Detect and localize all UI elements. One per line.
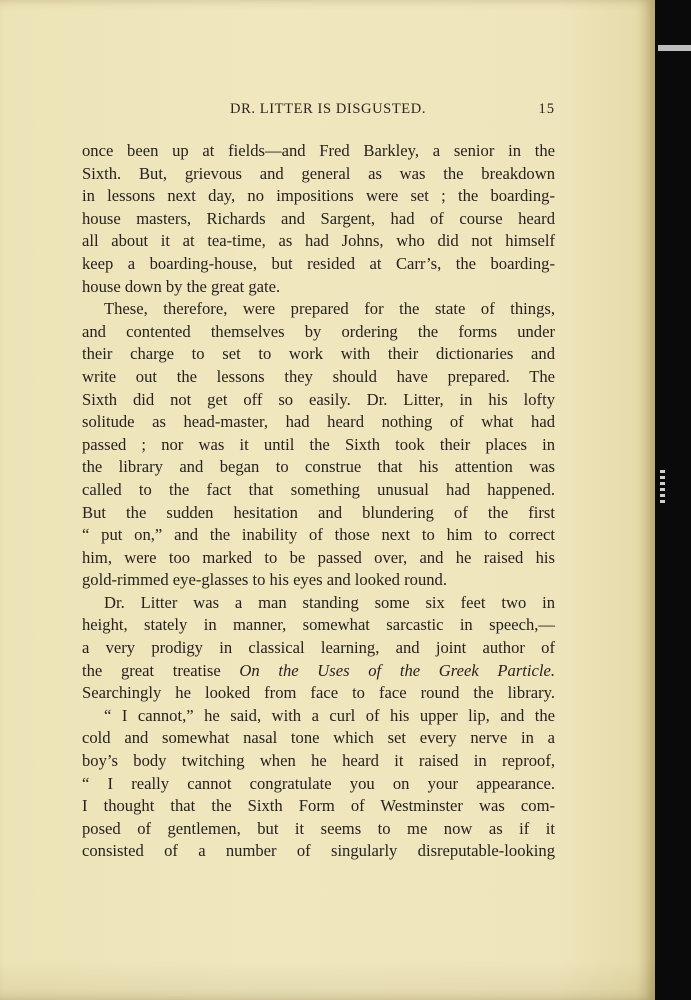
text-line: But the sudden hesitation and blundering of the first (82, 502, 555, 522)
treatise-title: On the Uses of the Greek Particle. (239, 660, 555, 680)
page-number: 15 (538, 101, 555, 117)
text-line: “ I cannot,” he said, with a curl of his upper lip, and the (104, 705, 555, 725)
text-line: called to the fact that something unusual had happened. (82, 479, 555, 499)
text-line: house masters, Richards and Sargent, had of course heard (82, 208, 555, 228)
text-line: I thought that the Sixth Form of Westminster was com- (82, 796, 555, 816)
scan-edge-mark (658, 45, 691, 51)
text-line: passed ; nor was it until the Sixth took their places in (82, 434, 555, 454)
text-line: a very prodigy in classical learning, and joint author of (82, 638, 555, 658)
text-line: Sixth did not get off so easily. Dr. Litter, in his lofty (82, 389, 555, 409)
text-line: “ put on,” and the inability of those next to him to correct (82, 525, 555, 545)
tick-mark (660, 476, 665, 479)
text-line: him, were too marked to be passed over, and he raised his (82, 547, 555, 567)
text-line: cold and somewhat nasal tone which set every nerve in a (82, 728, 555, 748)
text-line: their charge to set to work with their dictionaries and (82, 344, 555, 364)
text-line-with-title (82, 660, 555, 683)
text-line: and contented themselves by ordering the forms under (82, 321, 555, 341)
text-line: height, stately in manner, somewhat sarcastic in speech,— (82, 615, 555, 635)
text-line: the library and began to construe that his attention was (82, 457, 555, 477)
tick-mark (660, 494, 665, 497)
text-line: These, therefore, were prepared for the state of things, (104, 299, 555, 319)
text-line: consisted of a number of singularly disreputable-looking (82, 841, 555, 861)
text-line: Sixth. But, grievous and general as was the breakdown (82, 163, 555, 183)
text-line: keep a boarding-house, but resided at Carr’s, the boarding- (82, 253, 555, 273)
tick-mark (660, 500, 665, 503)
text-line: posed of gentlemen, but it seems to me now as if it (82, 818, 555, 838)
running-title: DR. LITTER IS DISGUSTED. (230, 101, 427, 117)
text-line: all about it at tea-time, as had Johns, who did not himself (82, 231, 555, 251)
text-fragment: the great treatise (82, 660, 240, 680)
text-line: “ I really cannot congratulate you on your appearance. (82, 773, 555, 793)
text-line: solitude as head-master, had heard nothing of what had (82, 412, 555, 432)
text-line: in lessons next day, no impositions were set ; the boarding- (82, 186, 555, 206)
tick-mark (660, 470, 665, 473)
tick-mark (660, 488, 665, 491)
text-line: once been up at fields—and Fred Barkley, a senior in the (82, 141, 555, 160)
running-header (230, 101, 555, 118)
text-line: gold-rimmed eye-glasses to his eyes and looked round. (82, 570, 447, 590)
text-line: Dr. Litter was a man standing some six feet two in (104, 592, 555, 612)
scan-edge-ticks (660, 470, 666, 510)
text-line: write out the lessons they should have prepared. The (82, 366, 555, 386)
text-line: house down by the great gate. (82, 276, 281, 296)
text-line: boy’s body twitching when he heard it raised in reproof, (82, 751, 555, 771)
tick-mark (660, 482, 665, 485)
body-text (82, 140, 555, 863)
text-line: Searchingly he looked from face to face round the library. (82, 683, 555, 703)
